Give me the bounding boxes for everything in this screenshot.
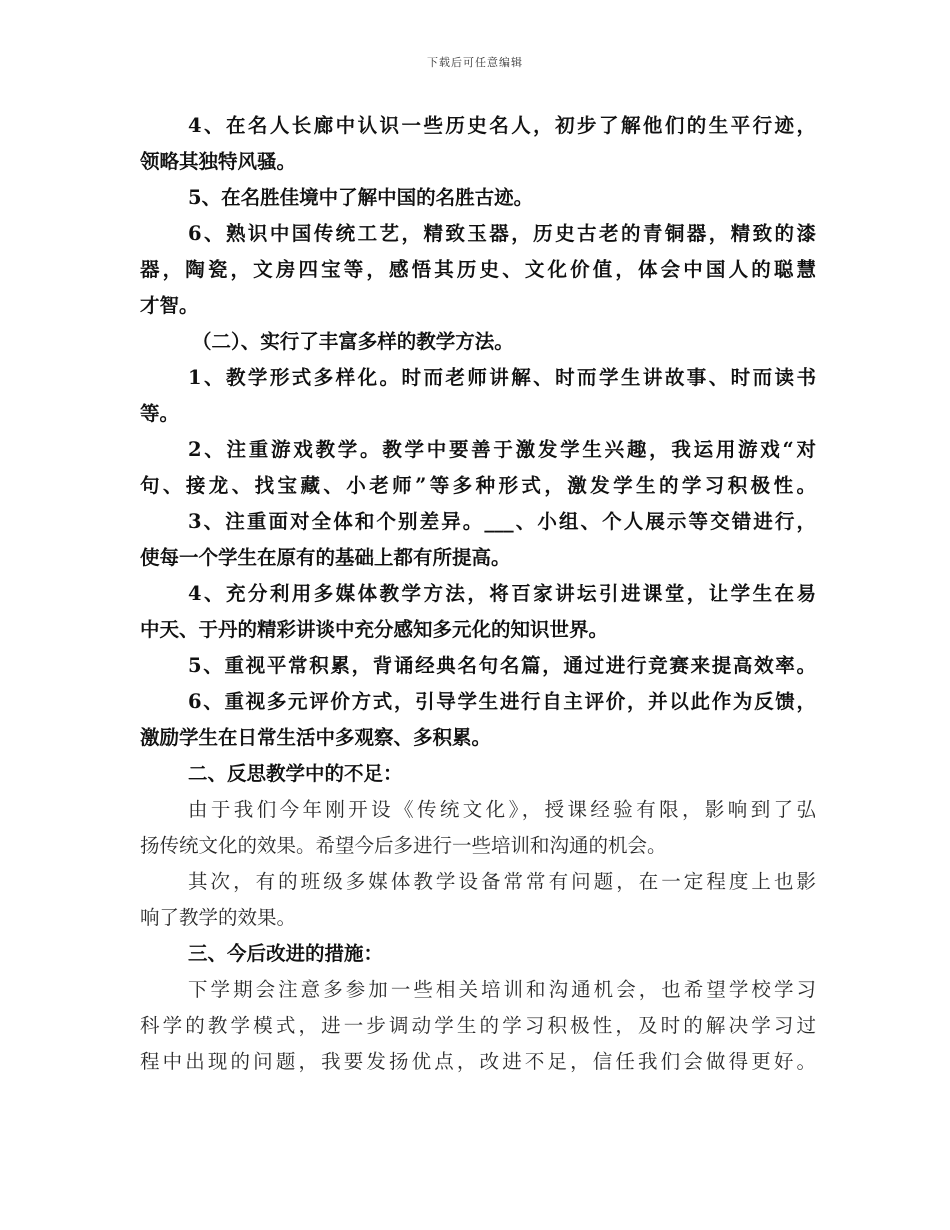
paragraph-line: 3、注重面对全体和个别差异。___、小组、个人展示等交错进行， xyxy=(188,510,816,533)
paragraph-line: 4、充分利用多媒体教学方法，将百家讲坛引进课堂，让学生在易 xyxy=(188,582,816,605)
page-header: 下载后可任意编辑 xyxy=(427,56,523,69)
section-heading: 二、反思教学中的不足： xyxy=(188,762,403,785)
paragraph-line: 4、在名人长廊中认识一些历史名人，初步了解他们的生平行迹， xyxy=(188,114,816,137)
paragraph-line: 下学期会注意多参加一些相关培训和沟通机会，也希望学校学习 xyxy=(188,978,816,1001)
paragraph-line: 领略其独特风骚。 xyxy=(140,150,297,173)
paragraph-line: 响了教学的效果。 xyxy=(140,906,297,929)
paragraph-line: 2、注重游戏教学。教学中要善于激发学生兴趣，我运用游戏“对 xyxy=(188,438,816,461)
paragraph-line: 器，陶瓷，文房四宝等，感悟其历史、文化价值，体会中国人的聪慧 xyxy=(140,258,816,281)
paragraph-line: 扬传统文化的效果。希望今后多进行一些培训和沟通的机会。 xyxy=(140,834,667,857)
paragraph-line: 中天、于丹的精彩讲谈中充分感知多元化的知识世界。 xyxy=(140,618,609,641)
paragraph-line: 使每一个学生在原有的基础上都有所提高。 xyxy=(140,546,511,569)
paragraph-line: 激励学生在日常生活中多观察、多积累。 xyxy=(140,726,492,749)
subsection-heading: （二）、实行了丰富多样的教学方法。 xyxy=(192,330,514,353)
paragraph-line: 5、在名胜佳境中了解中国的名胜古迹。 xyxy=(188,186,534,209)
paragraph-line: 程中出现的问题，我要发扬优点，改进不足，信任我们会做得更好。 xyxy=(140,1050,816,1073)
paragraph-line: 其次，有的班级多媒体教学设备常常有问题，在一定程度上也影 xyxy=(188,870,816,893)
section-heading: 三、今后改进的措施： xyxy=(188,942,384,965)
paragraph-line: 句、接龙、找宝藏、小老师”等多种形式，激发学生的学习积极性。 xyxy=(140,474,816,497)
paragraph-line: 等。 xyxy=(140,402,180,425)
paragraph-line: 6、重视多元评价方式，引导学生进行自主评价，并以此作为反馈， xyxy=(188,690,816,713)
paragraph-line: 才智。 xyxy=(140,294,199,317)
paragraph-line: 6、熟识中国传统工艺，精致玉器，历史古老的青铜器，精致的漆 xyxy=(188,222,816,245)
paragraph-line: 由于我们今年刚开设《传统文化》，授课经验有限，影响到了弘 xyxy=(188,798,816,821)
document-body xyxy=(140,108,816,1080)
paragraph-line: 5、重视平常积累，背诵经典名句名篇，通过进行竞赛来提高效率。 xyxy=(188,654,816,677)
paragraph-line: 1、教学形式多样化。时而老师讲解、时而学生讲故事、时而读书 xyxy=(188,366,816,389)
paragraph-line: 科学的教学模式，进一步调动学生的学习积极性，及时的解决学习过 xyxy=(140,1014,816,1037)
